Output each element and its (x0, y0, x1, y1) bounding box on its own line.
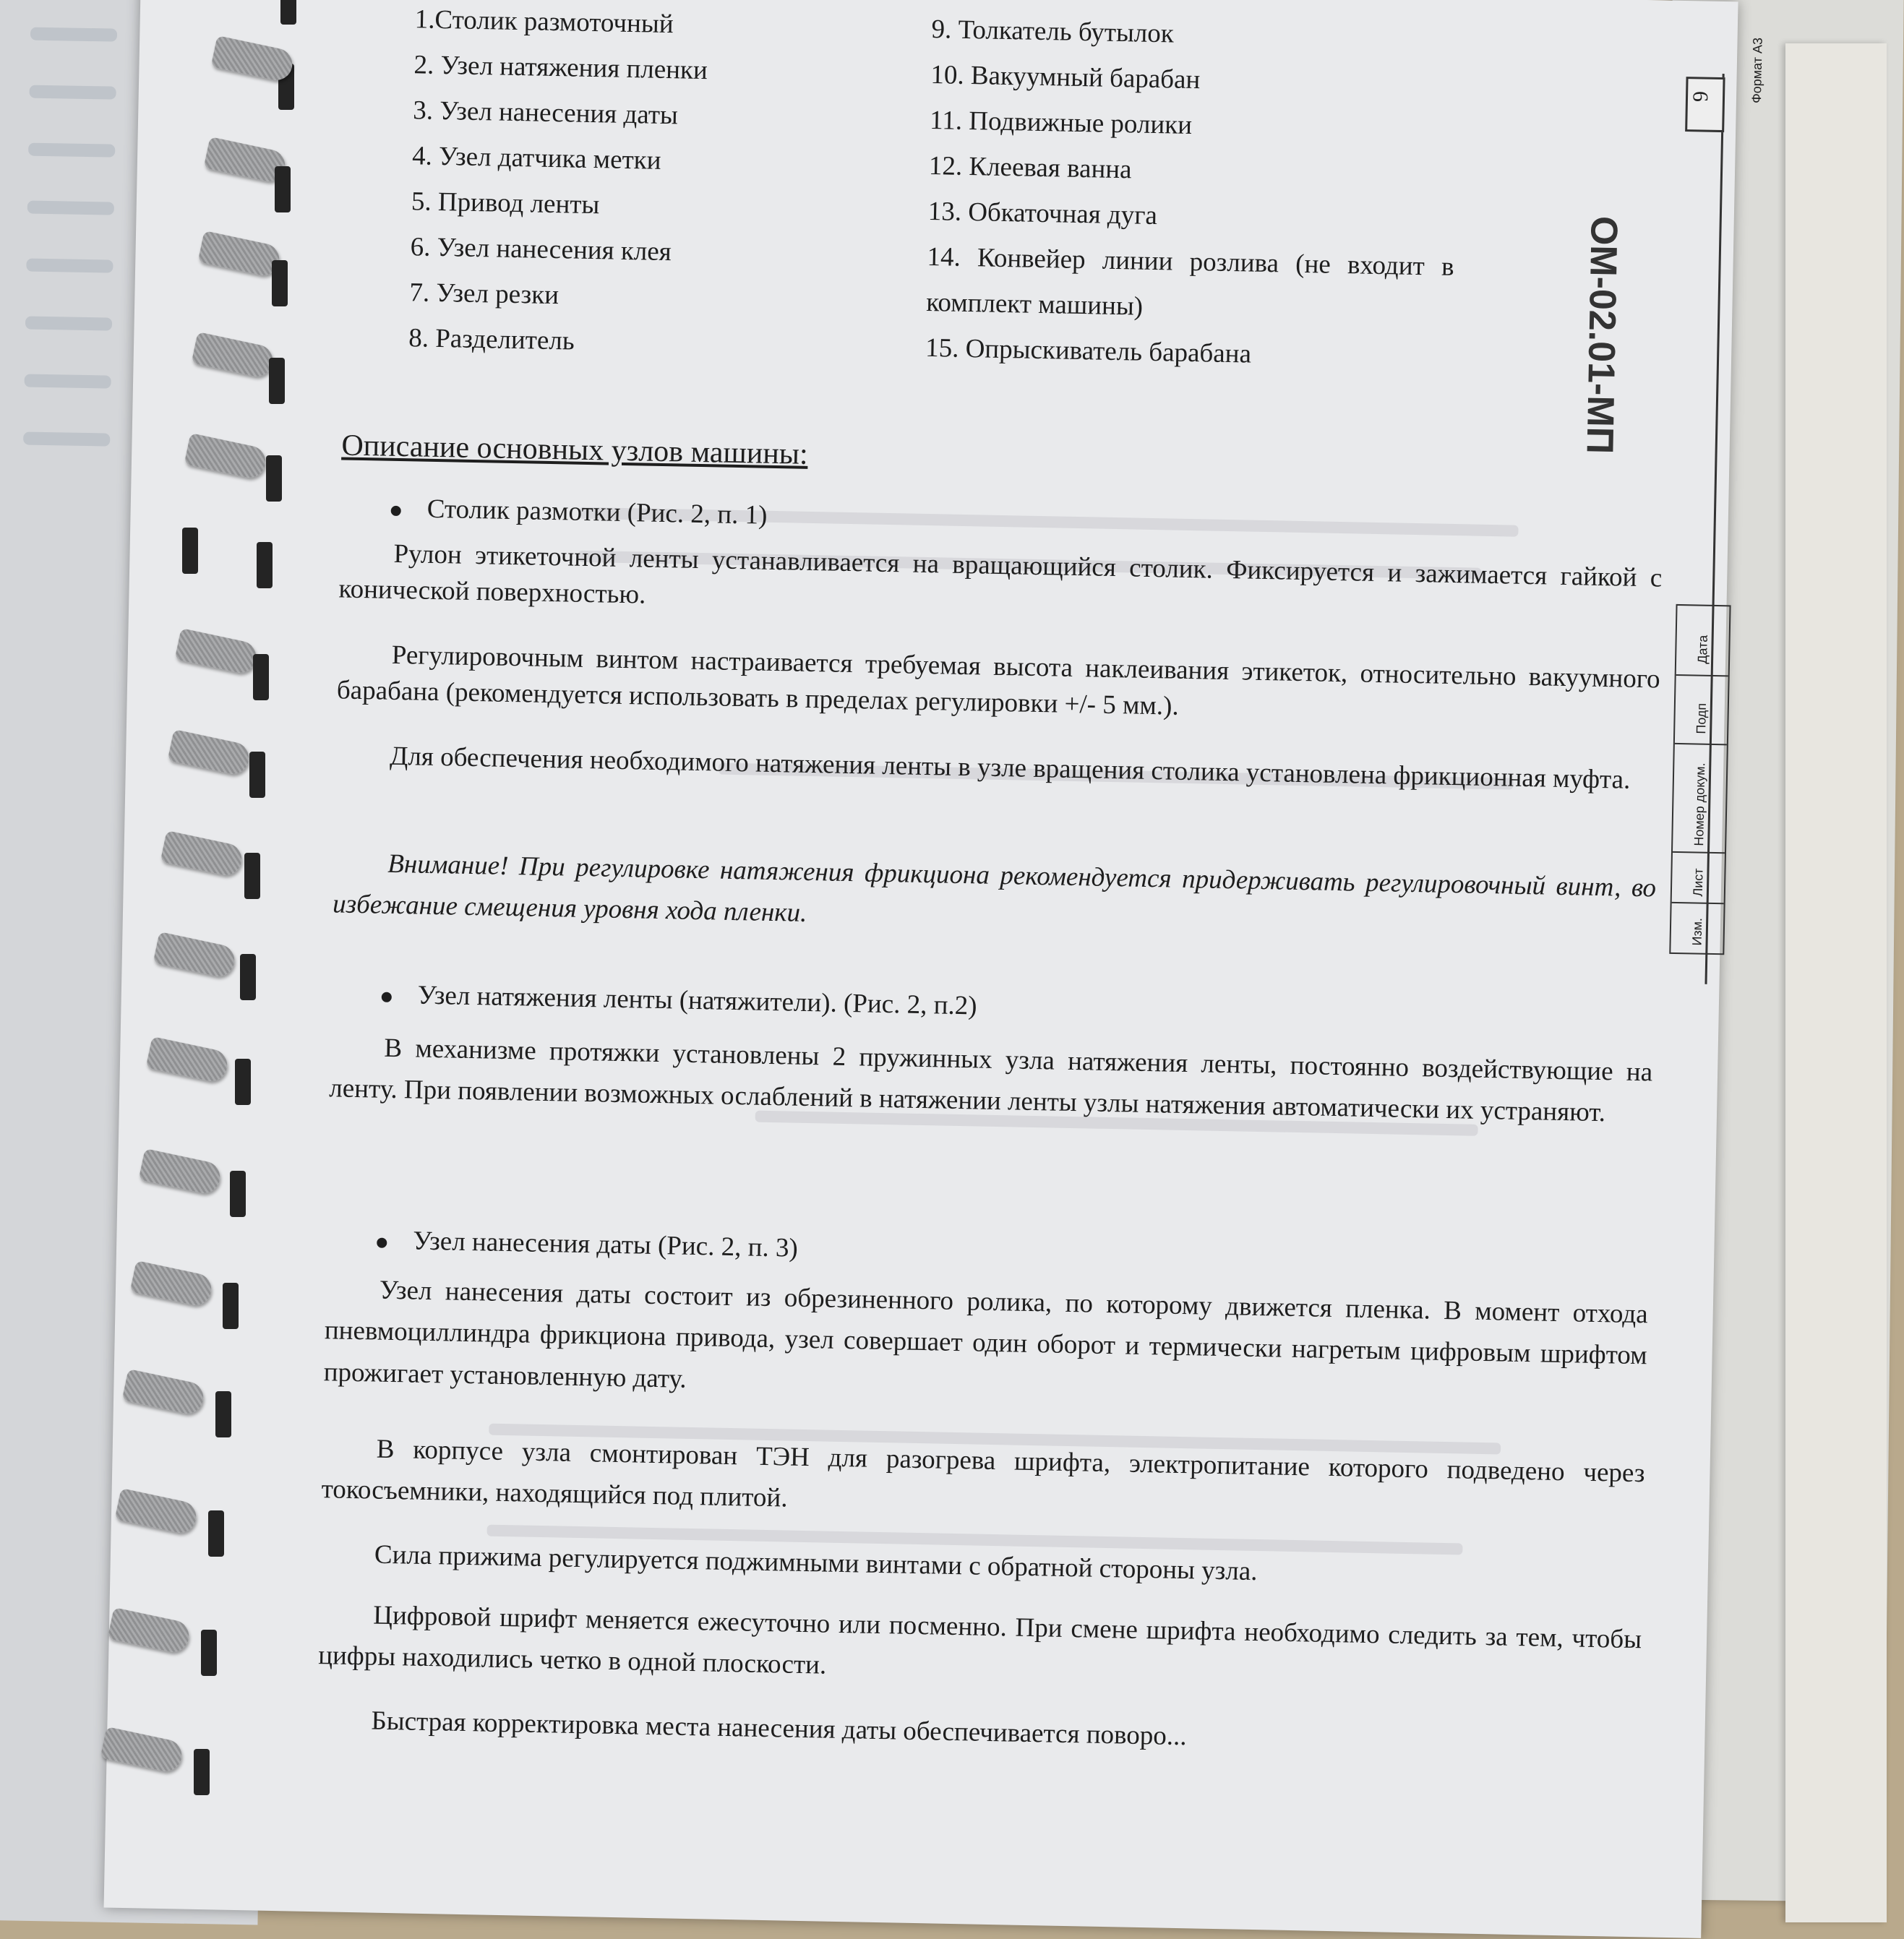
paragraph: Для обеспечения необходимого натяжения ленты в узле вращения столика установлена фрикционная муфта. (389, 741, 1631, 795)
paragraph: В корпусе узла смонтирован ТЭН для разогрева шрифта, электропитание которого подведено через токосъемники, находящийся под плитой. (321, 1434, 1645, 1513)
rev-col-sheet: Лист (1672, 851, 1725, 904)
rev-col-change: Изм. (1671, 902, 1723, 953)
paragraph: Быстрая корректировка места нанесения даты обеспечивается поворо... (371, 1706, 1187, 1752)
list-item: 5. Привод ленты (411, 186, 600, 220)
background-sheet-edge (1785, 43, 1887, 1922)
bullet-heading: Узел натяжения ленты (натяжители). (Рис. 2, п.2) (381, 977, 977, 1025)
list-item: 3. Узел нанесения даты (412, 95, 679, 131)
list-item: 2. Узел натяжения пленки (413, 50, 708, 86)
components-list-left (408, 1, 709, 371)
document-code: ОМ-02.01-МП (1578, 215, 1625, 455)
list-item: 6. Узел нанесения клея (410, 232, 672, 267)
bullet-heading: Узел нанесения даты (Рис. 2, п. 3) (377, 1223, 798, 1267)
paragraph: Сила прижима регулируется поджимными винтами с обратной стороны узла. (374, 1539, 1258, 1587)
list-item: 7. Узел резки (409, 278, 559, 311)
list-item: комплект машины) (926, 287, 1144, 322)
paragraph: Рулон этикеточной ленты устанавливается на вращающийся столик. Фиксируется и зажимается гайкой с конической поверхностью. (338, 538, 1663, 610)
list-item: 13. Обкаточная дуга (927, 196, 1158, 231)
rev-col-sign: Подп (1675, 674, 1728, 745)
list-item: 10. Вакуумный барабан (930, 60, 1201, 95)
sheet-number: 6 (1688, 90, 1712, 103)
format-label: Формат А3 (1749, 37, 1765, 104)
list-item: 9. Толкатель бутылок (931, 14, 1175, 49)
list-item: 12. Клеевая ванна (928, 150, 1132, 185)
list-item: 1.Столик размоточный (414, 4, 674, 40)
section-heading: Описание основных узлов машины: (341, 429, 809, 471)
paragraph: В механизме протяжки установлены 2 пружинных узла натяжения ленты, постоянно воздействующие на ленту. При появлении возможных ослаблений в натяжении ленты узлы натяжения автоматически их устраняют. (328, 1033, 1653, 1128)
list-item: 11. Подвижные ролики (929, 105, 1193, 140)
rev-col-date: Дата (1694, 635, 1710, 664)
document-page (104, 0, 1765, 1938)
components-list-right (925, 12, 1459, 386)
list-item: 14. Конвейер линии розлива (не входит в (927, 241, 1454, 282)
paragraph: Цифровой шрифт меняется ежесуточно или посменно. При смене шрифта необходимо следить за тем, чтобы цифры находились четко в одной плоскости. (317, 1600, 1642, 1680)
bullet-heading: Столик размотки (Рис. 2, п. 1) (390, 491, 768, 534)
list-item: 4. Узел датчика метки (411, 141, 661, 176)
warning-paragraph: Внимание! При регулировке натяжения фрикциона рекомендуется придерживать регулировочный винт, во избежание смещения уровня хода пленки. (332, 848, 1657, 929)
paragraph: Узел нанесения даты состоит из обрезиненного ролика, по которому движется пленка. В момент отхода пневмоциллиндра фрикциона привода, узел совершает один оборот и термически нагретым цифровым шрифтом прожигает установленную дату. (323, 1275, 1649, 1394)
list-item: 15. Опрыскиватель барабана (925, 332, 1252, 369)
paragraph: Регулировочным винтом настраивается требуемая высота наклеивания этикеток, относительно вакуумного барабана (рекомендуется использовать в пределах регулировки +/- 5 мм.). (336, 640, 1660, 721)
page-content (314, 1, 1723, 1906)
list-item: 8. Разделитель (408, 323, 575, 356)
rev-col-doc-number: Номер докум. (1673, 743, 1727, 854)
